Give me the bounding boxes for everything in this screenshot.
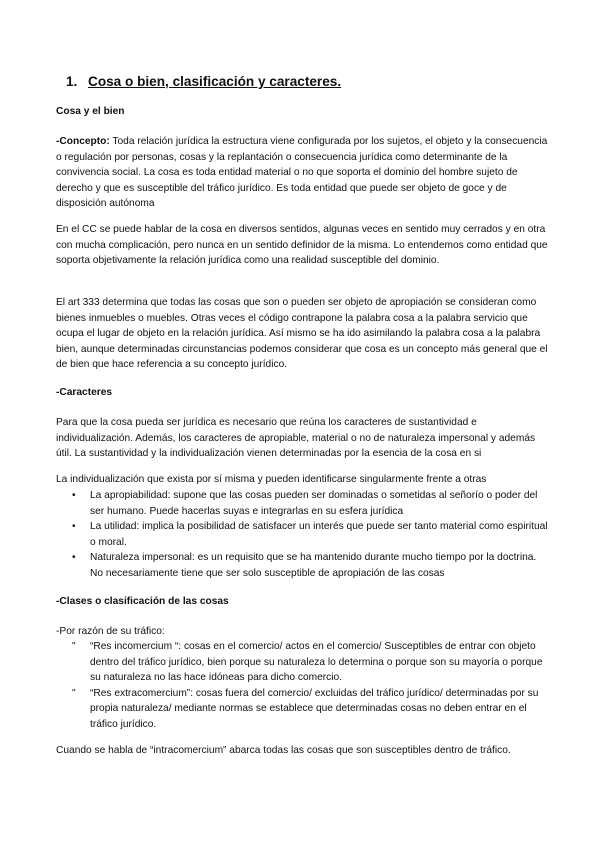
- paragraph-individualizacion: La individualización que exista por sí misma y pueden identificarse singularmente frente a otras: [56, 474, 487, 485]
- list-item-text: La utilidad: implica la posibilidad de satisfacer un interés que puede ser tanto material como espiritual o moral.: [90, 521, 548, 548]
- paragraph-art333: El art 333 determina que todas las cosas que son o pueden ser objeto de apropiación se consideran como bienes inmuebles o muebles. Otras veces el código contrapone la palabra cosa a la palabra servicio que ocupa el lugar de objeto en la relación jurídica. Así mismo se ha ido asimilando la palabra cosa a la palabra bien, aunque determinadas circunstancias podemos considerar que cosa es un concepto más general que el de bien que hace referencia a su concepto jurídico.: [56, 297, 548, 371]
- list-item-text: “Res extracomercium”: cosas fuera del comercio/ excluidas del tráfico jurídico/ determinadas por su propia naturaleza/ mediante normas se establece que determinadas cosas no deben entrar en el tráfico jurídico.: [90, 687, 539, 730]
- heading-clases: -Clases o clasificación de las cosas: [56, 596, 229, 607]
- list-item-text: “Res incomercium “: cosas en el comercio/ actos en el comercio/ Susceptibles de entrar con objeto dentro del tráfico jurídico, bien porque su naturaleza lo determina o porque son su mayoría o porque su naturaleza no las hace idóneas para dicho comercio.: [90, 641, 543, 684]
- list-item-text: Naturaleza impersonal: es un requisito que se ha mantenido durante mucho tiempo por la doctrina. No necesariamente tiene que ser solo susceptible de apropiación de las cosas: [90, 552, 537, 579]
- heading-trafico: -Por razón de su tráfico:: [56, 626, 165, 637]
- quote-bullet-icon: ": [72, 641, 76, 652]
- page-title: [66, 73, 546, 91]
- caracteres-list: [56, 488, 552, 582]
- list-item: [56, 686, 552, 733]
- trafico-list: [56, 639, 552, 733]
- heading-caracteres: -Caracteres: [56, 387, 113, 398]
- bullet-icon: •: [72, 521, 76, 533]
- concepto-text: Toda relación jurídica la estructura viene configurada por los sujetos, el objeto y la consecuencia o regulación por personas, cosas y la replantación o consecuencia jurídica como determinante de la convivencia social. La cosa es toda entidad material o no que soporta el dominio del hombre sujeto de derecho y que es susceptible del tráfico jurídico. Es toda entidad que puede ser objeto de goce y de disposición autónoma: [56, 136, 548, 210]
- concepto-label: -Concepto:: [56, 136, 110, 147]
- paragraph-cc: En el CC se puede hablar de la cosa en diversos sentidos, algunas veces en sentido muy cerrados y en otra con mucha complicación, pero nunca en un sentido definidor de la misma. Lo entendemos como entidad que soporta objetivamente la relación jurídica como una realidad susceptible del dominio.: [56, 224, 548, 267]
- bullet-icon: •: [72, 490, 76, 501]
- quote-bullet-icon: ": [72, 687, 76, 699]
- list-item: [56, 550, 552, 581]
- title-text: Cosa o bien, clasificación y caracteres.: [88, 74, 342, 89]
- list-item: [56, 488, 552, 519]
- paragraph-intracomercium: Cuando se habla de “intracomercium” abarca todas las cosas que son susceptibles dentro de tráfico.: [56, 745, 511, 756]
- section-heading-cosa-bien: Cosa y el bien: [56, 106, 125, 117]
- title-number: 1.: [66, 74, 78, 89]
- paragraph-caracteres: Para que la cosa pueda ser jurídica es necesario que reúna los caracteres de sustantividad e individualización. Además, los caracteres de apropiable, material o no de naturaleza impersonal y además útil. La sustantividad y la individualización vienen determinadas por la esencia de la cosa en si: [56, 417, 536, 460]
- list-item: [56, 639, 552, 686]
- paragraph-concepto: [56, 134, 552, 212]
- list-item: [56, 519, 552, 550]
- bullet-icon: •: [72, 552, 76, 564]
- list-item-text: La apropiabilidad: supone que las cosas pueden ser dominadas o sometidas al señorío o poder del ser humano. Puede hacerlas suyas e integrarlas en su esfera jurídica: [90, 490, 538, 517]
